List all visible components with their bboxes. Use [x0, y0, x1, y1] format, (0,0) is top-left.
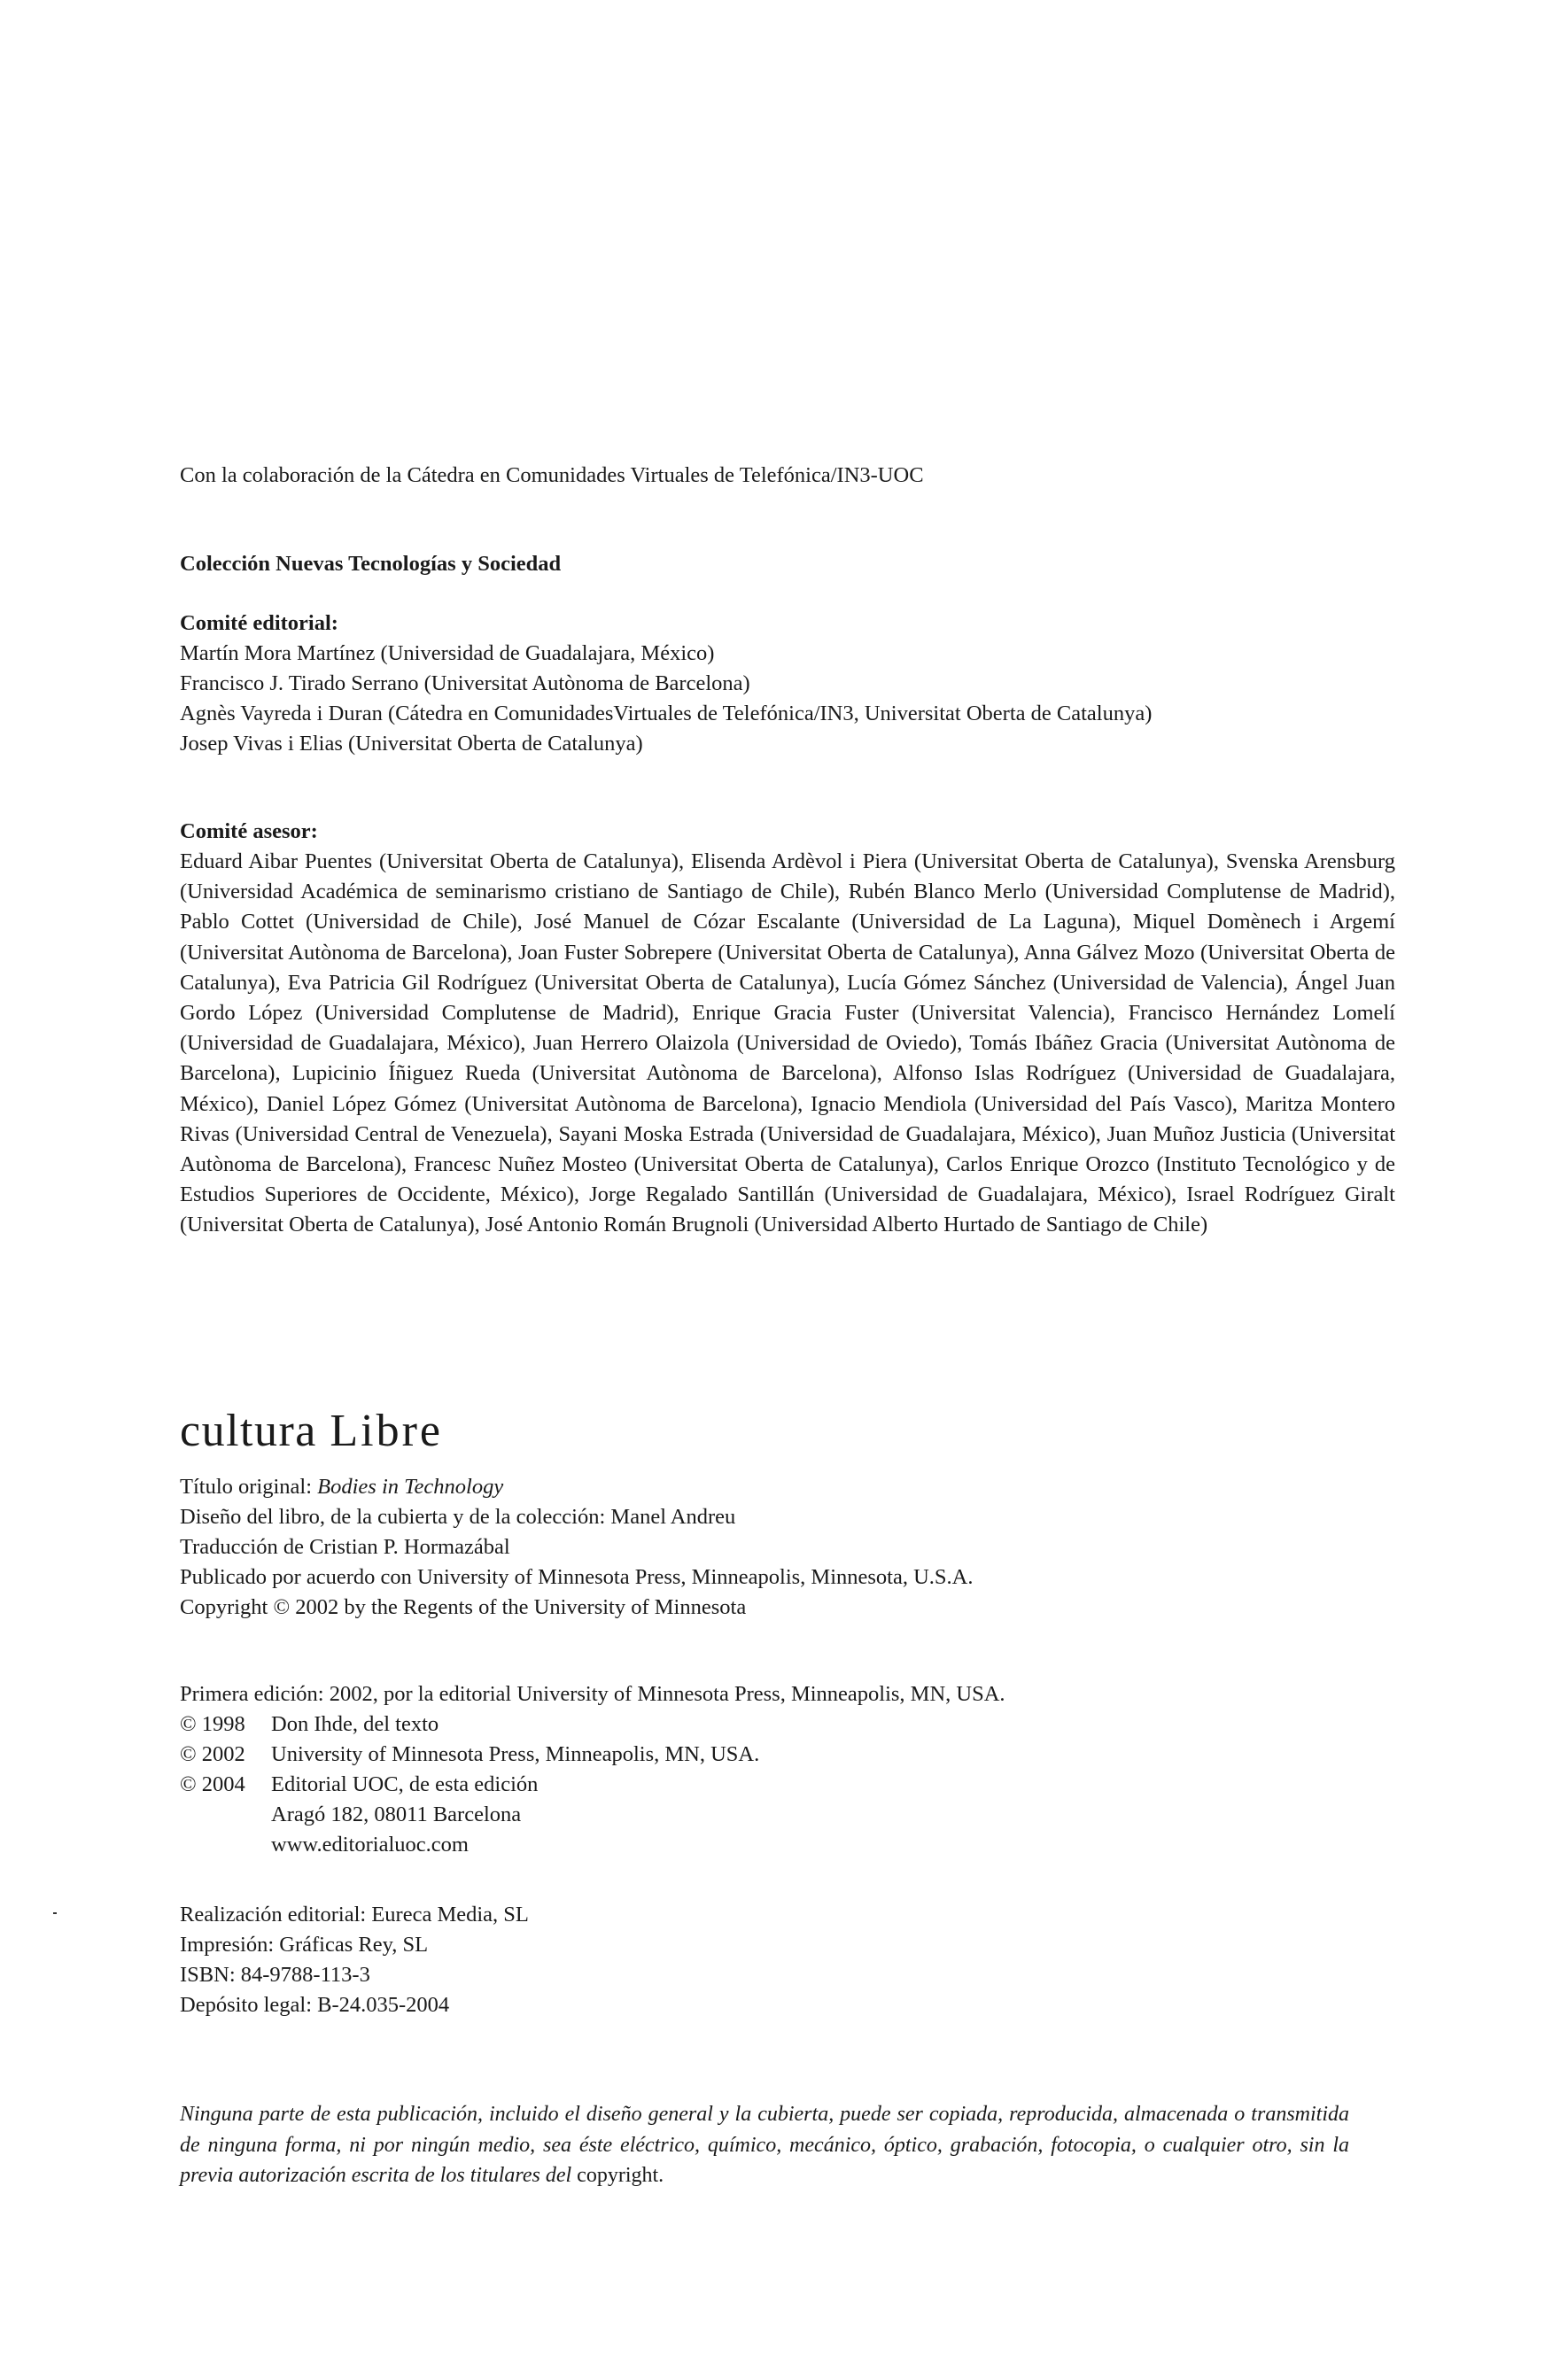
rights-row — [180, 1709, 1395, 1740]
original-title-line — [180, 1472, 1395, 1502]
rights-holder: University of Minnesota Press, Minneapolis, MN, USA. — [271, 1742, 760, 1766]
legal-notice-copyright: copyright. — [577, 2164, 664, 2187]
brand-word-cultura: cultura — [180, 1406, 317, 1456]
original-title: Bodies in Technology — [317, 1475, 504, 1499]
advisory-committee-members: Eduard Aibar Puentes (Universitat Oberta de Catalunya), Elisenda Ardèvol i Piera (Universitat Oberta de Catalunya), Svenska Arensburg (Universidad Académica de seminarismo cristiano de Santiago de Chile), Rubén Blanco Merlo (Universidad Complutense de Madrid), Pablo Cottet (Universidad de Chile), José Manuel de Cózar Escalante (Universidad de La Laguna), Miquel Domènech i Argemí (Universitat Autònoma de Barcelona), Joan Fuster Sobrepere (Universitat Oberta de Catalunya), Anna Gálvez Mozo (Universitat Oberta de Catalunya), Eva Patricia Gil Rodríguez (Universitat Oberta de Catalunya), Lucía Gómez Sánchez (Universidad de Valencia), Ángel Juan Gordo López (Universidad Complutense de Madrid), Enrique Gracia Fuster (Universitat Valencia), Francisco Hernández Lomelí (Universidad de Guadalajara, México), Juan Herrero Olaizola (Universidad de Oviedo), Tomás Ibáñez Gracia (Universitat Autònoma de Barcelona), Lupicinio Íñiguez Rueda (Universitat Autònoma de Barcelona), Alfonso Islas Rodríguez (Universidad de Guadalajara, México), Daniel López Gómez (Universitat Autònoma de Barcelona), Ignacio Mendiola (Universidad del País Vasco), Maritza Montero Rivas (Universidad Central de Venezuela), Sayani Moska Estrada (Universidad de Guadalajara, México), Juan Muñoz Justicia (Universitat Autònoma de Barcelona), Francesc Nuñez Mosteo (Universitat Oberta de Catalunya), Carlos Enrique Orozco (Instituto Tecnológico y de Estudios Superiores de Occidente, México), Jorge Regalado Santillán (Universidad de Guadalajara, México), Israel Rodríguez Giralt (Universitat Oberta de Catalunya), José Antonio Román Brugnoli (Universidad Alberto Hurtado de Santiago de Chile) — [180, 849, 1395, 1237]
editorial-member: Francisco J. Tirado Serrano (Universitat Autònoma de Barcelona) — [180, 671, 750, 695]
editorial-committee — [180, 609, 1395, 759]
editorial-member: Josep Vivas i Elias (Universitat Oberta de Catalunya) — [180, 732, 643, 756]
rights-row — [180, 1770, 1395, 1800]
legal-notice — [180, 2099, 1349, 2191]
rights-year: © 1998 — [180, 1712, 245, 1736]
design-credit: Diseño del libro, de la cubierta y de la colección: Manel Andreu — [180, 1505, 736, 1529]
collection-title: Colección Nuevas Tecnologías y Sociedad — [180, 552, 562, 576]
cultura-libre-brand — [180, 1405, 1395, 1458]
margin-mark — [53, 1912, 57, 1914]
editorial-committee-title: Comité editorial: — [180, 611, 338, 635]
editorial-member: Agnès Vayreda i Duran (Cátedra en ComunidadesVirtuales de Telefónica/IN3, Universitat Oberta de Catalunya) — [180, 702, 1153, 725]
credits — [180, 1472, 1395, 1623]
brand-word-libre: Libre — [330, 1406, 443, 1456]
editorial-realization: Realización editorial: Eureca Media, SL — [180, 1903, 529, 1926]
isbn: ISBN: 84-9788-113-3 — [180, 1963, 370, 1987]
advisory-committee — [180, 817, 1395, 1241]
printing-credit: Impresión: Gráficas Rey, SL — [180, 1933, 429, 1957]
legal-deposit: Depósito legal: B-24.035-2004 — [180, 1993, 450, 2017]
rights-holder: Don Ihde, del texto — [271, 1712, 439, 1736]
copyright-line: Copyright © 2002 by the Regents of the University of Minnesota — [180, 1595, 747, 1619]
original-title-label: Título original: — [180, 1475, 318, 1499]
editorial-member: Martín Mora Martínez (Universidad de Guadalajara, México) — [180, 641, 715, 665]
production-info — [180, 1900, 1395, 2020]
collaboration-note: Con la colaboración de la Cátedra en Comunidades Virtuales de Telefónica/IN3-UOC — [180, 463, 924, 487]
rights-row — [180, 1740, 1395, 1770]
advisory-committee-title: Comité asesor: — [180, 819, 318, 843]
rights-year: © 2002 — [180, 1742, 245, 1766]
publication-agreement: Publicado por acuerdo con University of Minnesota Press, Minneapolis, Minnesota, U.S.A. — [180, 1565, 974, 1589]
rights-holder: Editorial UOC, de esta edición — [271, 1772, 539, 1796]
translation-credit: Traducción de Cristian P. Hormazábal — [180, 1535, 510, 1559]
legal-notice-text: Ninguna parte de esta publicación, incluido el diseño general y la cubierta, puede ser copiada, reproducida, almacenada o transmitida de ninguna forma, ni por ningún medio, sea éste eléctrico, químico, mecánico, óptico, grabación, fotocopia, o cualquier otro, sin la previa autorización escrita de los titulares del — [180, 2103, 1349, 2187]
first-edition: Primera edición: 2002, por la editorial University of Minnesota Press, Minneapolis, MN, USA. — [180, 1682, 1005, 1706]
publisher-address: Aragó 182, 08011 Barcelona — [271, 1802, 522, 1826]
publisher-website[interactable]: www.editorialuoc.com — [271, 1833, 469, 1857]
edition-info — [180, 1679, 1395, 1860]
rights-year: © 2004 — [180, 1772, 245, 1796]
